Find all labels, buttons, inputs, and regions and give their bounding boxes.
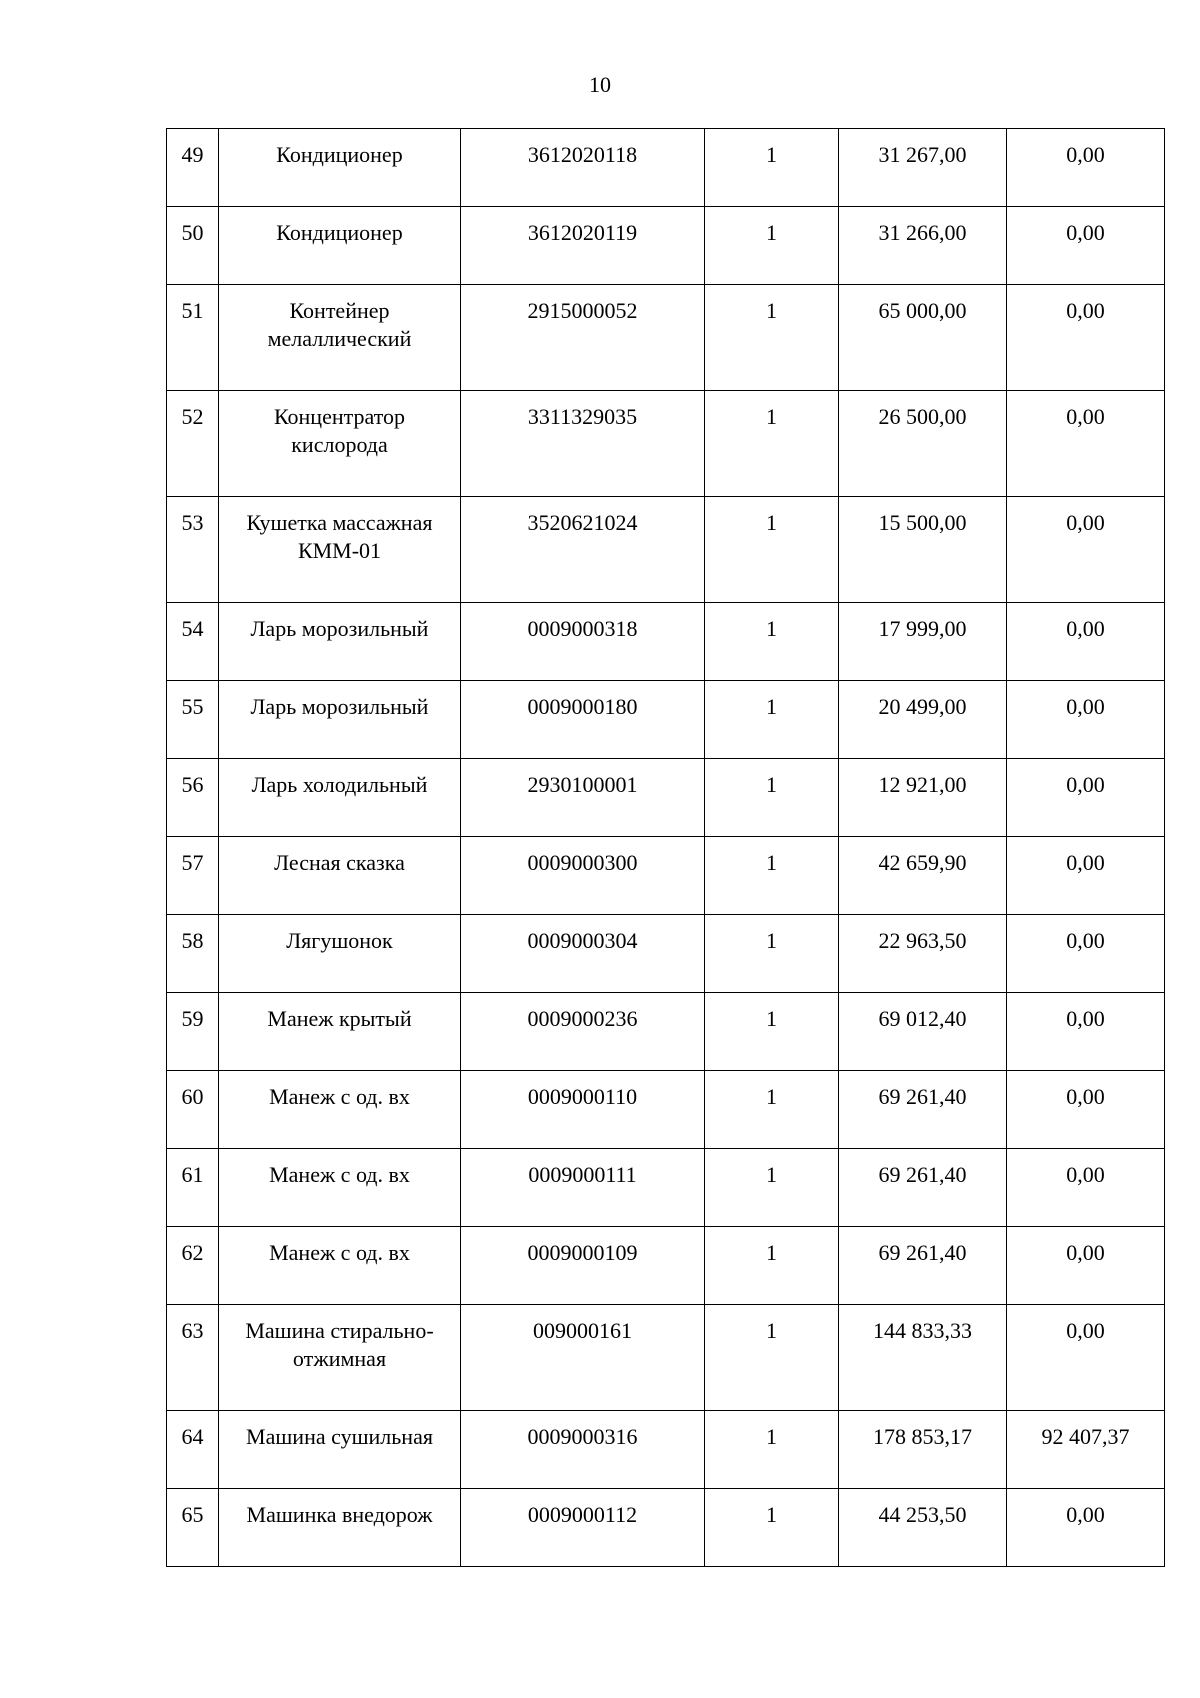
table-row: [167, 285, 1165, 391]
quantity-cell: 1: [705, 1071, 839, 1149]
inventory-code-cell: 2930100001: [461, 759, 705, 837]
table-row: [167, 1149, 1165, 1227]
price-cell: 69 012,40: [839, 993, 1007, 1071]
quantity-cell: 1: [705, 993, 839, 1071]
item-name-cell: Манеж с од. вх: [219, 1071, 461, 1149]
quantity-cell: 1: [705, 129, 839, 207]
table-row: [167, 681, 1165, 759]
price-cell: 42 659,90: [839, 837, 1007, 915]
row-number-cell: 64: [167, 1411, 219, 1489]
quantity-cell: 1: [705, 497, 839, 603]
table-row: [167, 993, 1165, 1071]
inventory-code-cell: 0009000318: [461, 603, 705, 681]
residual-value-cell: 0,00: [1007, 681, 1165, 759]
row-number-cell: 60: [167, 1071, 219, 1149]
residual-value-cell: 0,00: [1007, 1149, 1165, 1227]
residual-value-cell: 0,00: [1007, 1227, 1165, 1305]
residual-value-cell: 0,00: [1007, 207, 1165, 285]
inventory-code-cell: 3612020119: [461, 207, 705, 285]
price-cell: 144 833,33: [839, 1305, 1007, 1411]
item-name-cell: Концентратор кислорода: [219, 391, 461, 497]
price-cell: 69 261,40: [839, 1071, 1007, 1149]
price-cell: 26 500,00: [839, 391, 1007, 497]
item-name-cell: Ларь холодильный: [219, 759, 461, 837]
residual-value-cell: 0,00: [1007, 285, 1165, 391]
residual-value-cell: 0,00: [1007, 915, 1165, 993]
table-row: [167, 1411, 1165, 1489]
residual-value-cell: 0,00: [1007, 837, 1165, 915]
inventory-code-cell: 0009000180: [461, 681, 705, 759]
residual-value-cell: 0,00: [1007, 497, 1165, 603]
quantity-cell: 1: [705, 759, 839, 837]
residual-value-cell: 0,00: [1007, 1489, 1165, 1567]
inventory-code-cell: 009000161: [461, 1305, 705, 1411]
item-name-cell: Манеж с од. вх: [219, 1149, 461, 1227]
row-number-cell: 50: [167, 207, 219, 285]
quantity-cell: 1: [705, 1489, 839, 1567]
residual-value-cell: 0,00: [1007, 129, 1165, 207]
table-row: [167, 497, 1165, 603]
row-number-cell: 52: [167, 391, 219, 497]
item-name-cell: Кондиционер: [219, 129, 461, 207]
quantity-cell: 1: [705, 1411, 839, 1489]
quantity-cell: 1: [705, 1305, 839, 1411]
price-cell: 69 261,40: [839, 1149, 1007, 1227]
inventory-code-cell: 0009000236: [461, 993, 705, 1071]
price-cell: 44 253,50: [839, 1489, 1007, 1567]
row-number-cell: 58: [167, 915, 219, 993]
inventory-table-body: [167, 129, 1165, 1567]
item-name-cell: Машина сушильная: [219, 1411, 461, 1489]
table-row: [167, 1227, 1165, 1305]
inventory-table: [166, 128, 1165, 1567]
quantity-cell: 1: [705, 207, 839, 285]
inventory-code-cell: 0009000304: [461, 915, 705, 993]
inventory-code-cell: 0009000300: [461, 837, 705, 915]
price-cell: 15 500,00: [839, 497, 1007, 603]
quantity-cell: 1: [705, 1149, 839, 1227]
item-name-cell: Лягушонок: [219, 915, 461, 993]
price-cell: 17 999,00: [839, 603, 1007, 681]
residual-value-cell: 0,00: [1007, 993, 1165, 1071]
item-name-cell: Ларь морозильный: [219, 681, 461, 759]
row-number-cell: 53: [167, 497, 219, 603]
row-number-cell: 51: [167, 285, 219, 391]
inventory-code-cell: 2915000052: [461, 285, 705, 391]
table-row: [167, 1071, 1165, 1149]
row-number-cell: 57: [167, 837, 219, 915]
quantity-cell: 1: [705, 915, 839, 993]
item-name-cell: Манеж с од. вх: [219, 1227, 461, 1305]
row-number-cell: 63: [167, 1305, 219, 1411]
item-name-cell: Кондиционер: [219, 207, 461, 285]
row-number-cell: 65: [167, 1489, 219, 1567]
page-number: 10: [589, 72, 611, 97]
price-cell: 31 267,00: [839, 129, 1007, 207]
residual-value-cell: 0,00: [1007, 603, 1165, 681]
table-row: [167, 207, 1165, 285]
table-row: [167, 129, 1165, 207]
quantity-cell: 1: [705, 837, 839, 915]
row-number-cell: 59: [167, 993, 219, 1071]
table-row: [167, 603, 1165, 681]
price-cell: 65 000,00: [839, 285, 1007, 391]
inventory-code-cell: 0009000110: [461, 1071, 705, 1149]
row-number-cell: 49: [167, 129, 219, 207]
price-cell: 31 266,00: [839, 207, 1007, 285]
table-row: [167, 837, 1165, 915]
table-row: [167, 1305, 1165, 1411]
price-cell: 69 261,40: [839, 1227, 1007, 1305]
item-name-cell: Машинка внедорож: [219, 1489, 461, 1567]
inventory-code-cell: 0009000112: [461, 1489, 705, 1567]
row-number-cell: 62: [167, 1227, 219, 1305]
table-row: [167, 391, 1165, 497]
inventory-code-cell: 0009000316: [461, 1411, 705, 1489]
residual-value-cell: 0,00: [1007, 391, 1165, 497]
row-number-cell: 55: [167, 681, 219, 759]
item-name-cell: Лесная сказка: [219, 837, 461, 915]
quantity-cell: 1: [705, 603, 839, 681]
price-cell: 20 499,00: [839, 681, 1007, 759]
price-cell: 178 853,17: [839, 1411, 1007, 1489]
item-name-cell: Контейнер мелаллический: [219, 285, 461, 391]
item-name-cell: Ларь морозильный: [219, 603, 461, 681]
row-number-cell: 56: [167, 759, 219, 837]
table-row: [167, 915, 1165, 993]
inventory-code-cell: 0009000111: [461, 1149, 705, 1227]
inventory-code-cell: 3520621024: [461, 497, 705, 603]
inventory-code-cell: 0009000109: [461, 1227, 705, 1305]
residual-value-cell: 0,00: [1007, 1305, 1165, 1411]
quantity-cell: 1: [705, 391, 839, 497]
residual-value-cell: 0,00: [1007, 1071, 1165, 1149]
price-cell: 12 921,00: [839, 759, 1007, 837]
table-row: [167, 1489, 1165, 1567]
item-name-cell: Кушетка массажная КММ-01: [219, 497, 461, 603]
inventory-code-cell: 3311329035: [461, 391, 705, 497]
row-number-cell: 61: [167, 1149, 219, 1227]
item-name-cell: Манеж крытый: [219, 993, 461, 1071]
residual-value-cell: 92 407,37: [1007, 1411, 1165, 1489]
quantity-cell: 1: [705, 681, 839, 759]
item-name-cell: Машина стирально-отжимная: [219, 1305, 461, 1411]
row-number-cell: 54: [167, 603, 219, 681]
residual-value-cell: 0,00: [1007, 759, 1165, 837]
table-row: [167, 759, 1165, 837]
quantity-cell: 1: [705, 1227, 839, 1305]
quantity-cell: 1: [705, 285, 839, 391]
inventory-code-cell: 3612020118: [461, 129, 705, 207]
price-cell: 22 963,50: [839, 915, 1007, 993]
